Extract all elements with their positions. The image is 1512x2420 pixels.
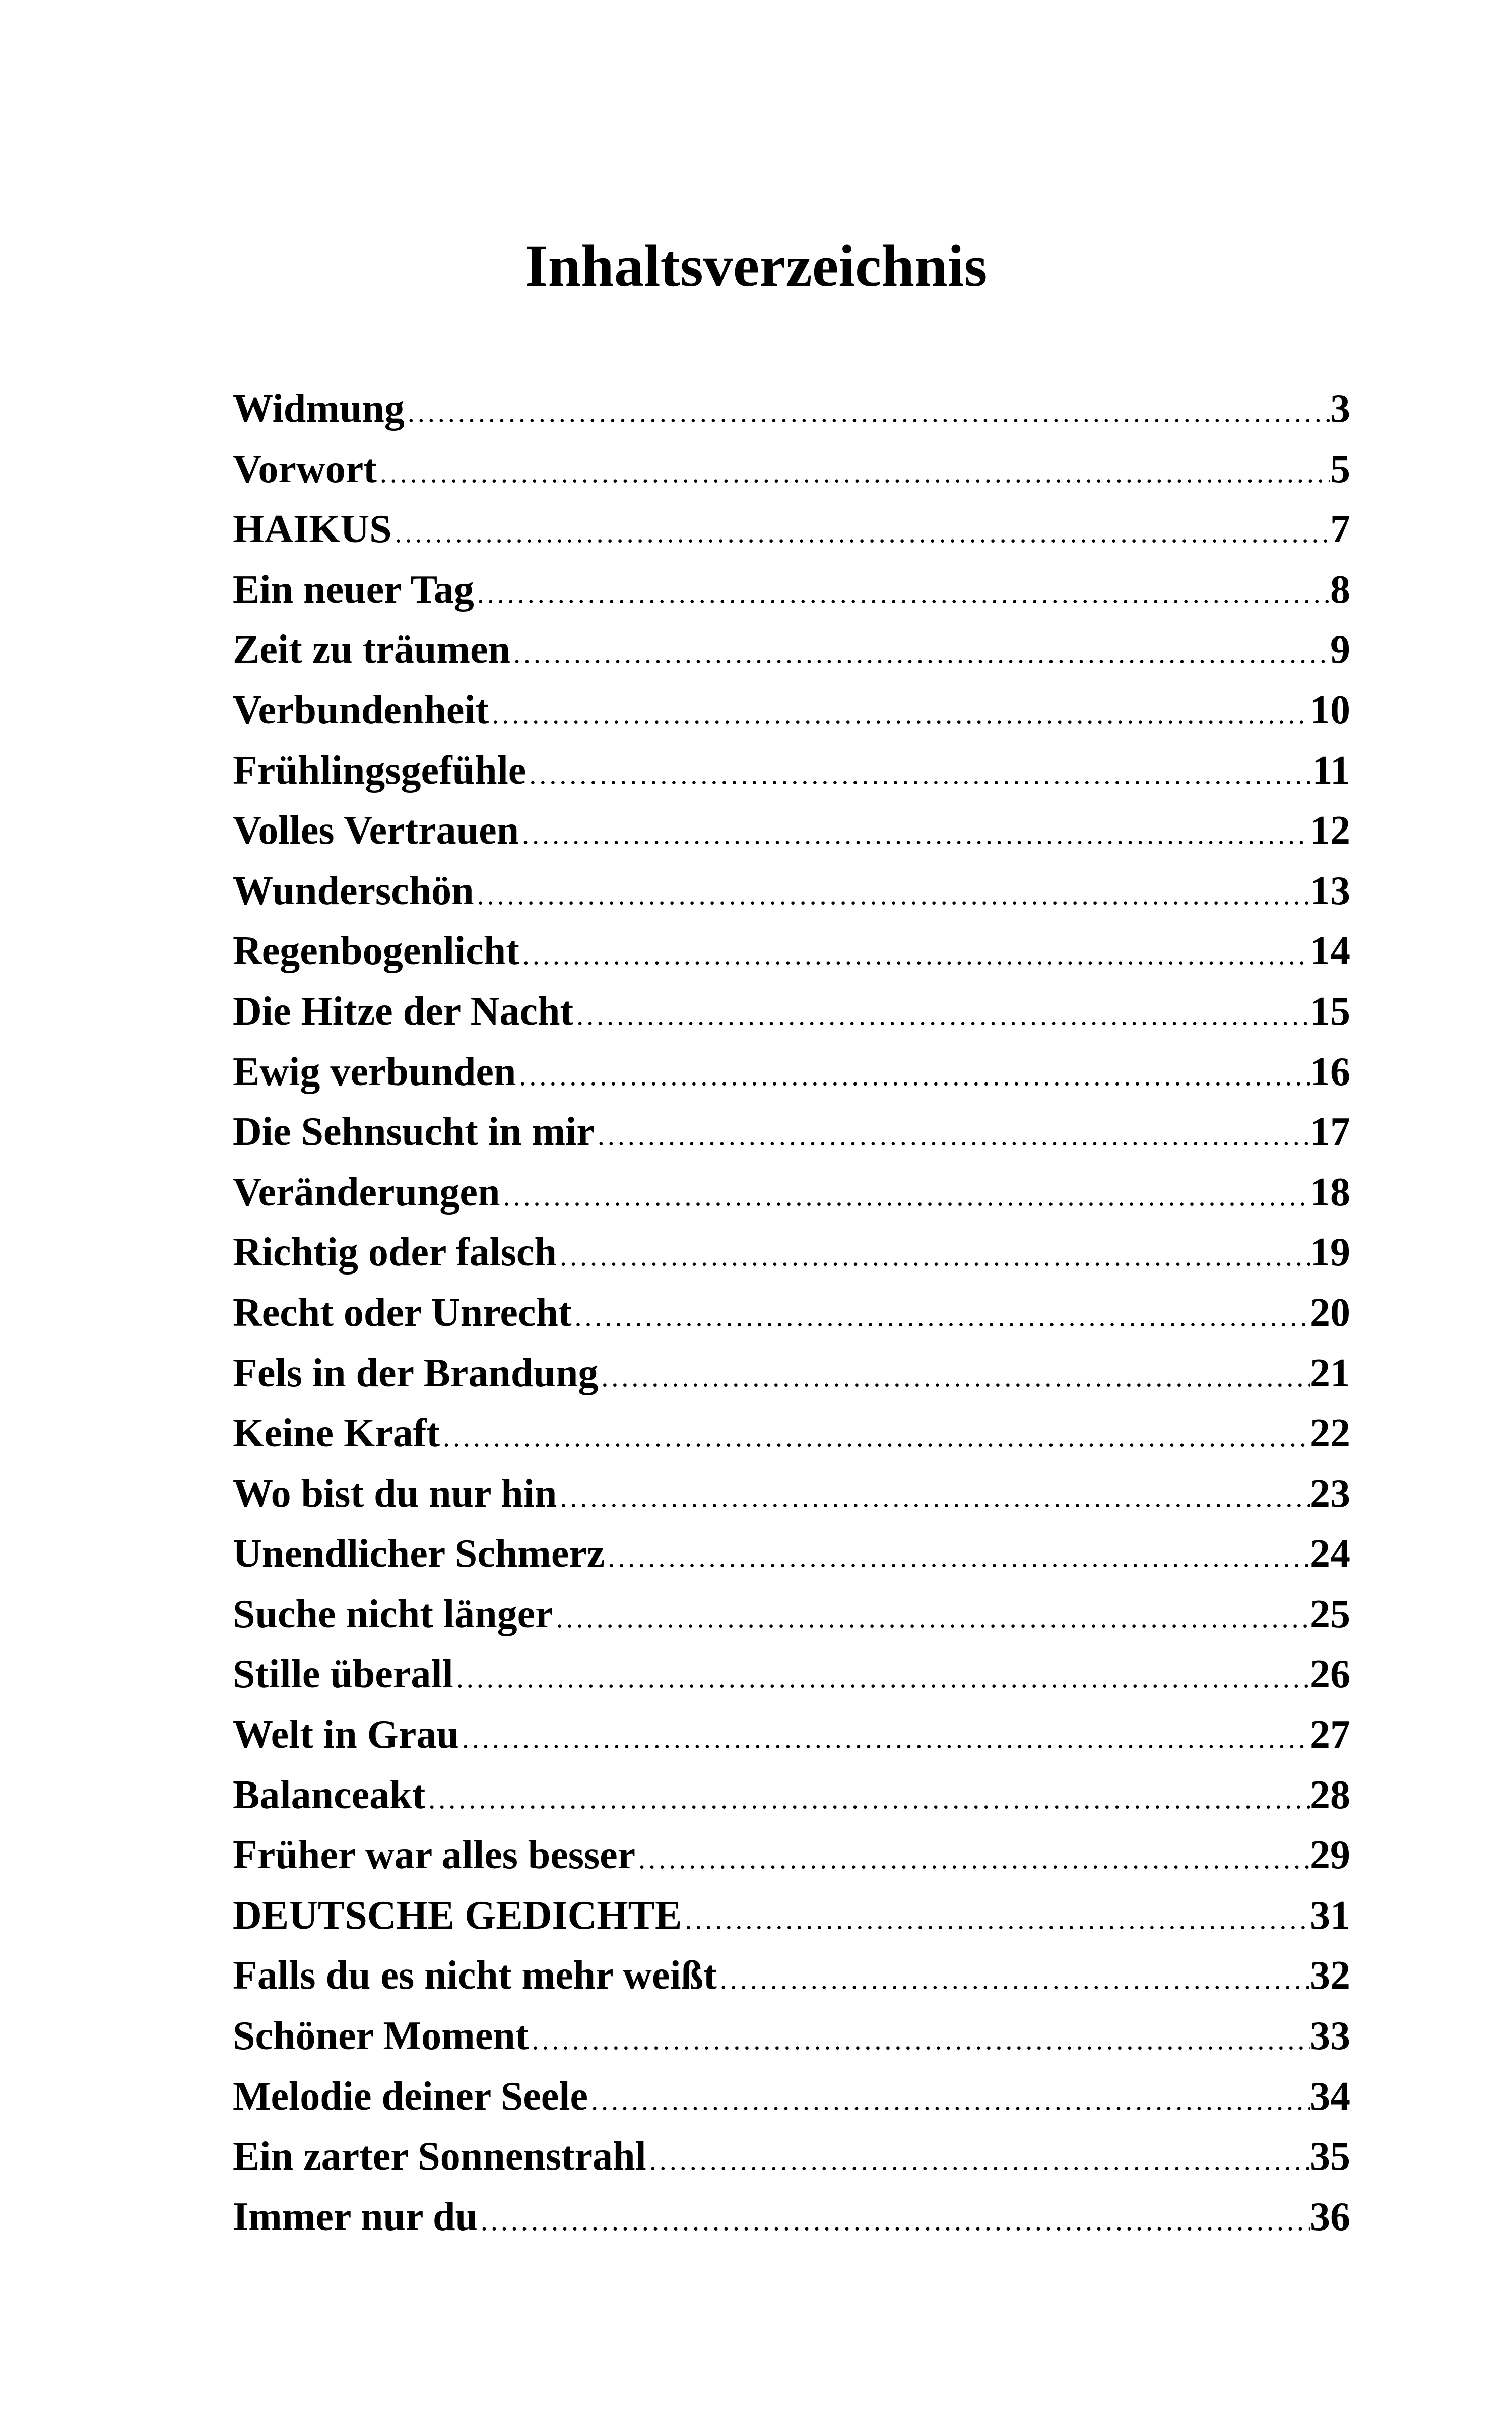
table-of-contents xyxy=(233,379,1350,2247)
toc-entry-page-number: 29 xyxy=(1310,1833,1350,1878)
toc-entry-label: Verbundenheit xyxy=(233,687,489,732)
toc-entry-label: Zeit zu träumen xyxy=(233,627,511,672)
toc-entry xyxy=(233,1163,1350,1223)
toc-entry xyxy=(233,741,1350,801)
dot-leader xyxy=(405,383,1330,439)
toc-entry xyxy=(233,499,1350,560)
dot-leader xyxy=(557,1227,1310,1283)
dot-leader xyxy=(557,1468,1310,1524)
toc-entry xyxy=(233,1644,1350,1705)
dot-leader xyxy=(605,1528,1310,1584)
toc-entry xyxy=(233,1404,1350,1464)
toc-entry-page-number: 26 xyxy=(1310,1652,1350,1697)
toc-entry-page-number: 14 xyxy=(1310,929,1350,974)
toc-entry xyxy=(233,1584,1350,1645)
toc-entry-page-number: 18 xyxy=(1310,1170,1350,1215)
toc-entry-page-number: 16 xyxy=(1310,1049,1350,1094)
toc-entry-label: Früher war alles besser xyxy=(233,1833,636,1878)
toc-entry-page-number: 21 xyxy=(1310,1351,1350,1395)
toc-entry xyxy=(233,560,1350,620)
toc-entry xyxy=(233,1223,1350,1283)
toc-entry-label: Die Sehnsucht in mir xyxy=(233,1110,595,1155)
toc-entry xyxy=(233,1765,1350,1826)
dot-leader xyxy=(510,624,1330,680)
toc-entry-label: Wunderschön xyxy=(233,868,474,913)
toc-entry-label: HAIKUS xyxy=(233,507,392,552)
dot-leader xyxy=(425,1769,1310,1826)
toc-entry-page-number: 19 xyxy=(1310,1230,1350,1275)
toc-entry xyxy=(233,1524,1350,1584)
toc-entry xyxy=(233,680,1350,741)
dot-leader xyxy=(573,986,1310,1042)
toc-entry-label: Richtig oder falsch xyxy=(233,1230,557,1275)
toc-entry-page-number: 10 xyxy=(1310,687,1350,732)
toc-entry-label: Schöner Moment xyxy=(233,2014,529,2059)
dot-leader xyxy=(519,805,1310,861)
toc-entry xyxy=(233,921,1350,982)
toc-entry xyxy=(233,1102,1350,1163)
toc-entry-page-number: 9 xyxy=(1330,627,1350,672)
toc-entry-label: Melodie deiner Seele xyxy=(233,2074,588,2119)
toc-entry-page-number: 28 xyxy=(1310,1772,1350,1817)
toc-entry-page-number: 24 xyxy=(1310,1532,1350,1576)
dot-leader xyxy=(571,1287,1310,1344)
dot-leader xyxy=(474,564,1330,620)
toc-entry xyxy=(233,1705,1350,1765)
toc-entry-label: Regenbogenlicht xyxy=(233,929,519,974)
toc-entry-page-number: 36 xyxy=(1310,2194,1350,2239)
dot-leader xyxy=(526,745,1312,801)
toc-entry-page-number: 20 xyxy=(1310,1290,1350,1335)
toc-entry-label: DEUTSCHE GEDICHTE xyxy=(233,1893,682,1938)
toc-entry-page-number: 17 xyxy=(1310,1110,1350,1155)
dot-leader xyxy=(516,1046,1310,1103)
toc-entry xyxy=(233,2187,1350,2248)
dot-leader xyxy=(553,1588,1310,1645)
toc-entry-label: Wo bist du nur hin xyxy=(233,1471,557,1516)
toc-entry-label: Suche nicht länger xyxy=(233,1591,553,1636)
dot-leader xyxy=(646,2131,1310,2187)
toc-entry xyxy=(233,620,1350,680)
toc-entry xyxy=(233,861,1350,922)
toc-entry xyxy=(233,2006,1350,2067)
toc-entry xyxy=(233,1283,1350,1344)
toc-entry xyxy=(233,801,1350,861)
dot-leader xyxy=(717,1950,1310,2006)
toc-entry-label: Die Hitze der Nacht xyxy=(233,989,574,1034)
toc-entry-page-number: 33 xyxy=(1310,2014,1350,2059)
toc-entry-page-number: 7 xyxy=(1330,507,1350,552)
toc-entry xyxy=(233,2067,1350,2127)
dot-leader xyxy=(500,1167,1310,1223)
dot-leader xyxy=(478,2191,1310,2248)
toc-entry-page-number: 12 xyxy=(1310,808,1350,853)
toc-entry xyxy=(233,439,1350,500)
toc-entry-page-number: 32 xyxy=(1310,1953,1350,1998)
toc-entry xyxy=(233,1886,1350,1946)
dot-leader xyxy=(588,2071,1310,2127)
toc-entry xyxy=(233,1825,1350,1886)
toc-entry-page-number: 23 xyxy=(1310,1471,1350,1516)
toc-entry-label: Volles Vertrauen xyxy=(233,808,519,853)
page-title: Inhaltsverzeichnis xyxy=(524,233,988,299)
toc-entry xyxy=(233,2127,1350,2187)
dot-leader xyxy=(392,503,1330,560)
dot-leader xyxy=(598,1348,1310,1404)
toc-entry-label: Welt in Grau xyxy=(233,1712,459,1757)
toc-entry xyxy=(233,1464,1350,1524)
toc-entry-page-number: 11 xyxy=(1312,748,1350,793)
toc-entry-label: Veränderungen xyxy=(233,1170,500,1215)
dot-leader xyxy=(529,2010,1310,2067)
toc-entry-page-number: 22 xyxy=(1310,1411,1350,1456)
toc-entry-page-number: 35 xyxy=(1310,2134,1350,2179)
dot-leader xyxy=(440,1408,1310,1464)
toc-entry-label: Vorwort xyxy=(233,447,377,491)
toc-entry-label: Ein neuer Tag xyxy=(233,567,474,612)
dot-leader xyxy=(519,925,1310,982)
toc-entry-label: Immer nur du xyxy=(233,2194,478,2239)
toc-entry-label: Unendlicher Schmerz xyxy=(233,1532,605,1576)
toc-entry-label: Recht oder Unrecht xyxy=(233,1290,572,1335)
dot-leader xyxy=(682,1890,1310,1946)
toc-entry-label: Widmung xyxy=(233,387,405,431)
toc-entry-page-number: 8 xyxy=(1330,567,1350,612)
toc-entry-page-number: 25 xyxy=(1310,1591,1350,1636)
toc-entry-label: Keine Kraft xyxy=(233,1411,440,1456)
toc-entry-page-number: 15 xyxy=(1310,989,1350,1034)
toc-entry-label: Ein zarter Sonnenstrahl xyxy=(233,2134,646,2179)
toc-entry-label: Ewig verbunden xyxy=(233,1049,516,1094)
toc-entry-label: Balanceakt xyxy=(233,1772,426,1817)
toc-entry xyxy=(233,982,1350,1042)
dot-leader xyxy=(453,1648,1310,1705)
toc-entry-label: Fels in der Brandung xyxy=(233,1351,599,1395)
toc-entry xyxy=(233,1344,1350,1404)
toc-entry-page-number: 3 xyxy=(1330,387,1350,431)
dot-leader xyxy=(474,865,1310,922)
dot-leader xyxy=(377,443,1330,500)
toc-entry xyxy=(233,1042,1350,1103)
toc-entry-page-number: 5 xyxy=(1330,447,1350,491)
dot-leader xyxy=(595,1106,1310,1163)
dot-leader xyxy=(635,1829,1310,1886)
toc-entry-label: Frühlingsgefühle xyxy=(233,748,527,793)
toc-entry-label: Stille überall xyxy=(233,1652,453,1697)
toc-entry-label: Falls du es nicht mehr weißt xyxy=(233,1953,717,1998)
toc-entry-page-number: 13 xyxy=(1310,868,1350,913)
toc-entry-page-number: 27 xyxy=(1310,1712,1350,1757)
toc-entry xyxy=(233,379,1350,439)
toc-entry-page-number: 31 xyxy=(1310,1893,1350,1938)
toc-entry xyxy=(233,1946,1350,2006)
toc-entry-page-number: 34 xyxy=(1310,2074,1350,2119)
dot-leader xyxy=(459,1709,1310,1765)
dot-leader xyxy=(489,684,1310,741)
